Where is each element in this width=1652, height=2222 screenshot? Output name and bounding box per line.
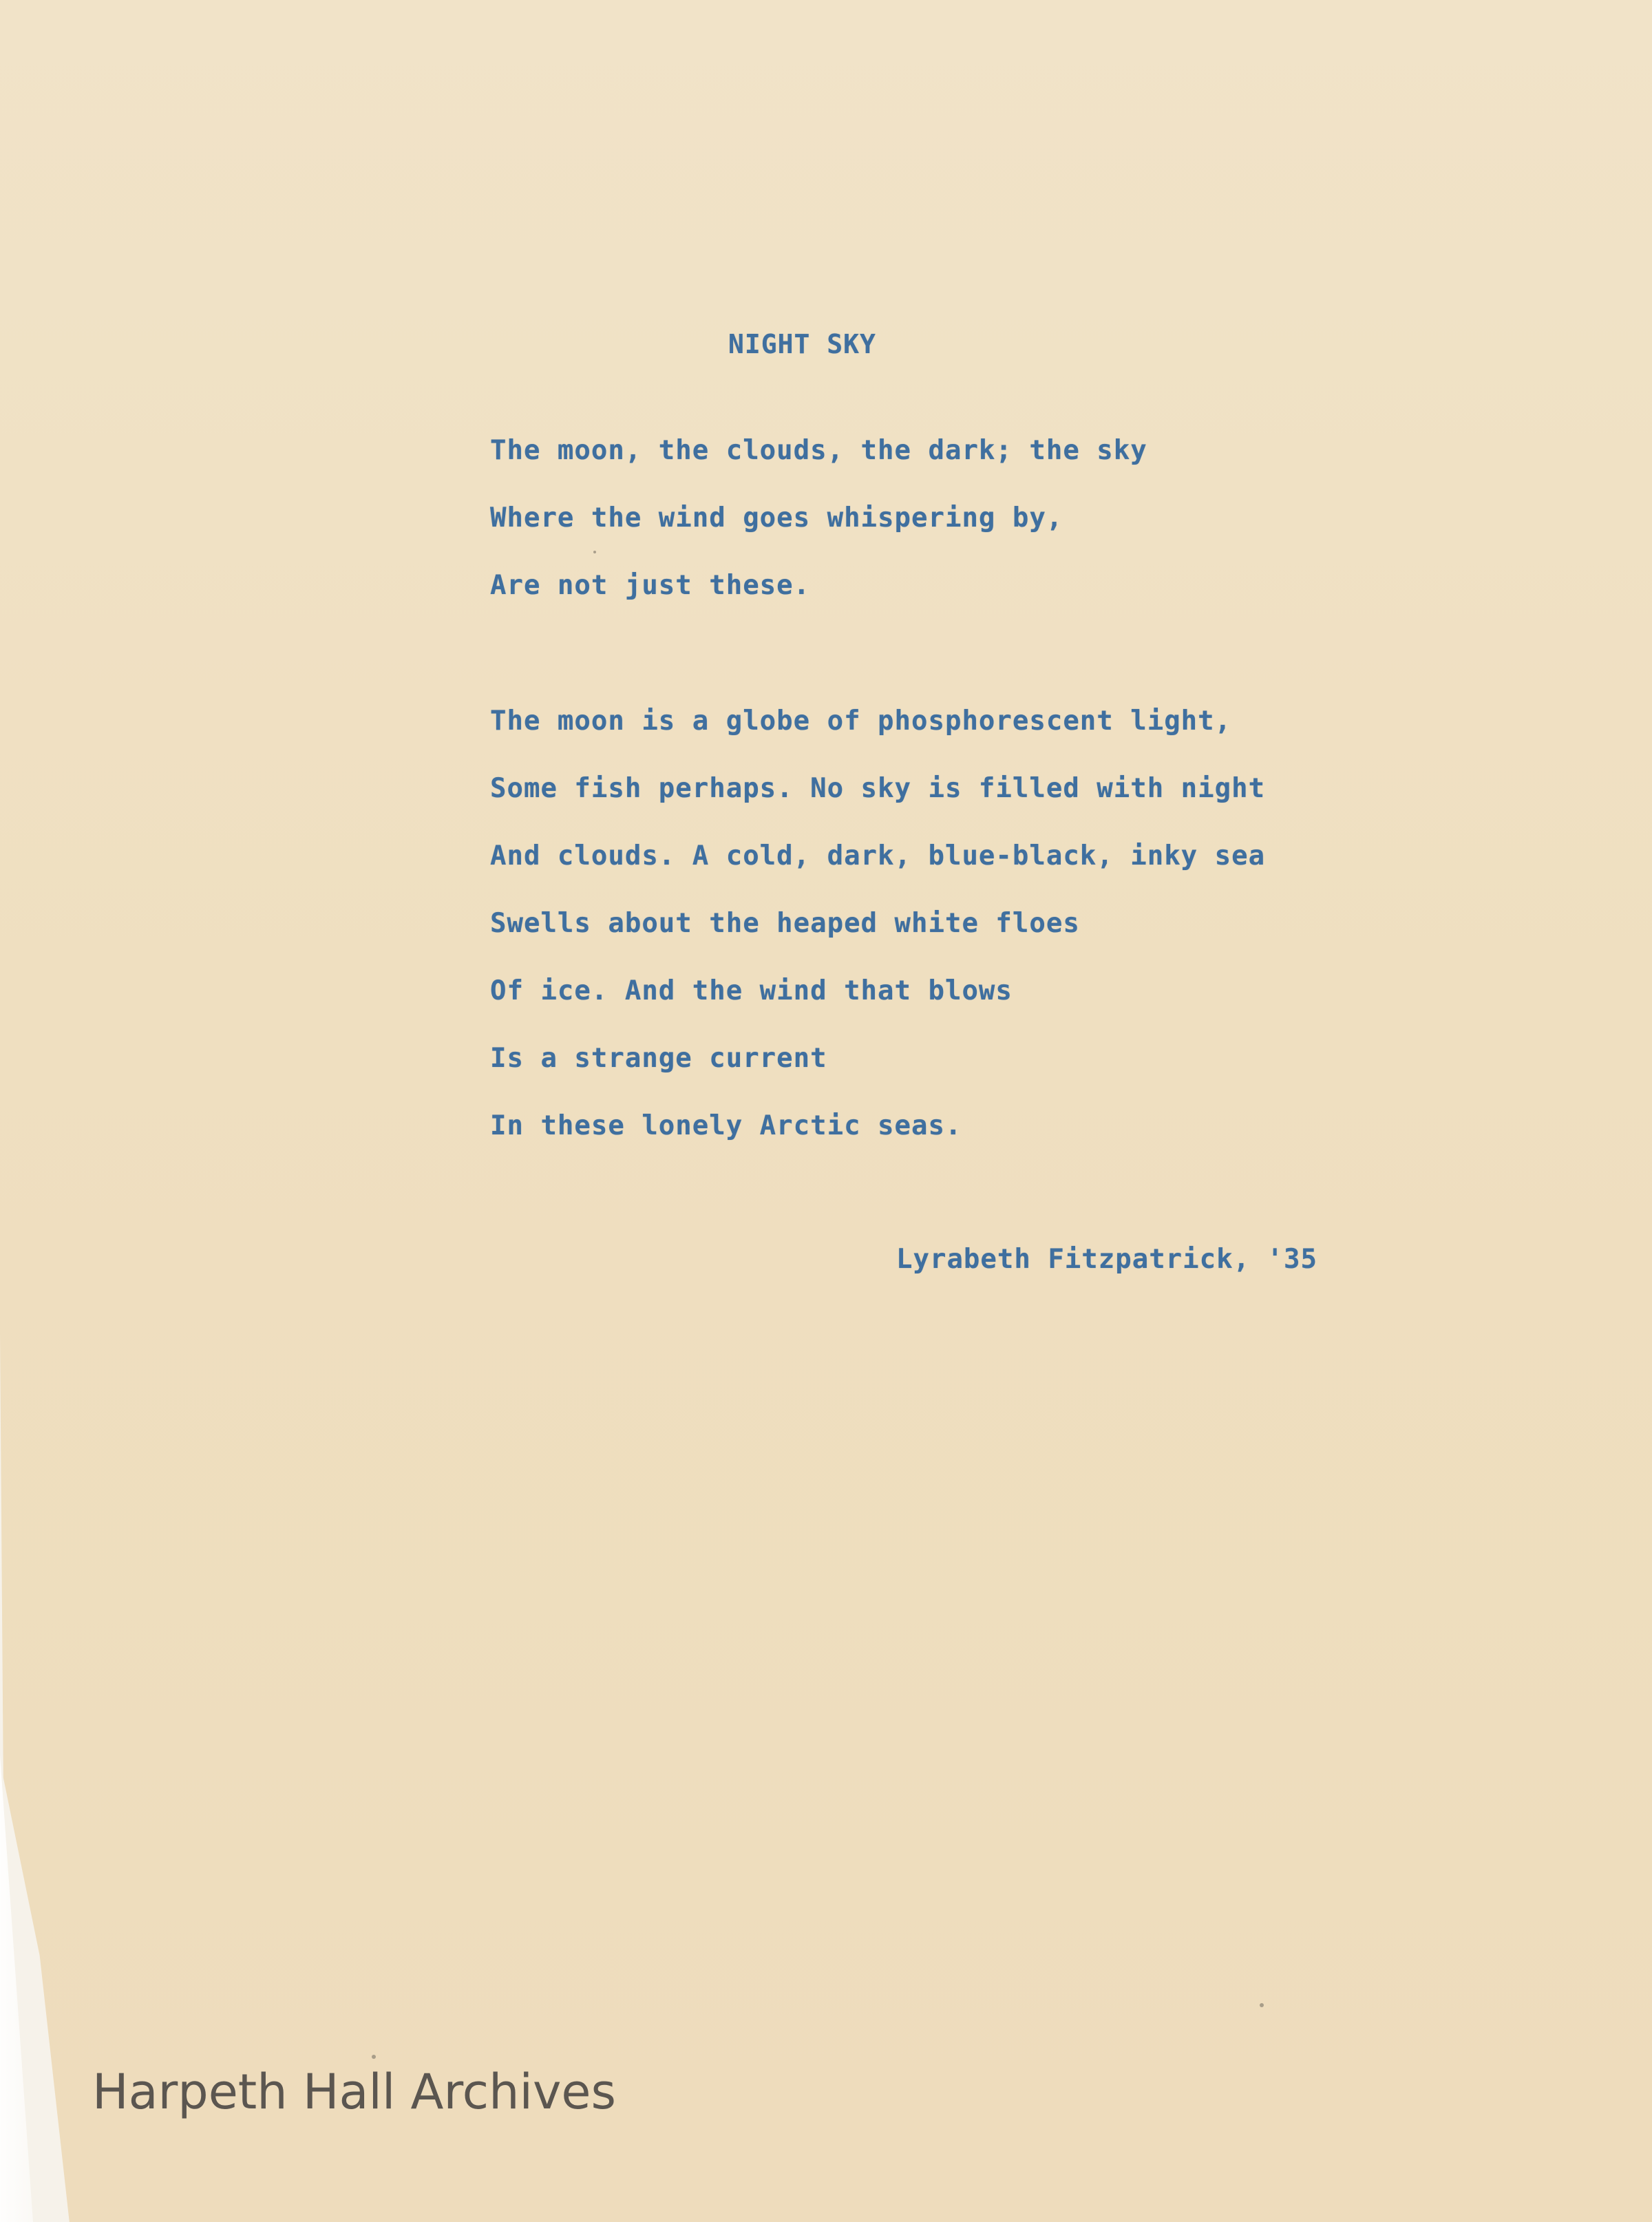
paper-speck xyxy=(593,551,596,553)
poem-line: Of ice. And the wind that blows xyxy=(490,975,1013,1006)
poem-line: And clouds. A cold, dark, blue-black, inky sea xyxy=(490,840,1266,871)
paper-speck xyxy=(1260,2003,1264,2007)
poem-line: Where the wind goes whispering by, xyxy=(490,502,1063,533)
poem-line: The moon is a globe of phosphorescent light, xyxy=(490,706,1232,737)
poem-line: The moon, the clouds, the dark; the sky xyxy=(490,435,1147,466)
poem-stanza-1 xyxy=(490,417,1147,620)
poem-title: NIGHT SKY xyxy=(728,329,876,359)
author-signature: Lyrabeth Fitzpatrick, '35 xyxy=(896,1244,1317,1275)
paper-speck xyxy=(372,2055,376,2059)
poem-line: Is a strange current xyxy=(490,1043,827,1074)
poem-line: In these lonely Arctic seas. xyxy=(490,1110,962,1141)
poem-line: Are not just these. xyxy=(490,570,811,601)
poem-line: Some fish perhaps. No sky is filled with night xyxy=(490,773,1266,804)
poem-line: Swells about the heaped white floes xyxy=(490,908,1080,939)
archive-watermark: Harpeth Hall Archives xyxy=(92,2064,616,2120)
poem-stanza-2 xyxy=(490,688,1265,1160)
